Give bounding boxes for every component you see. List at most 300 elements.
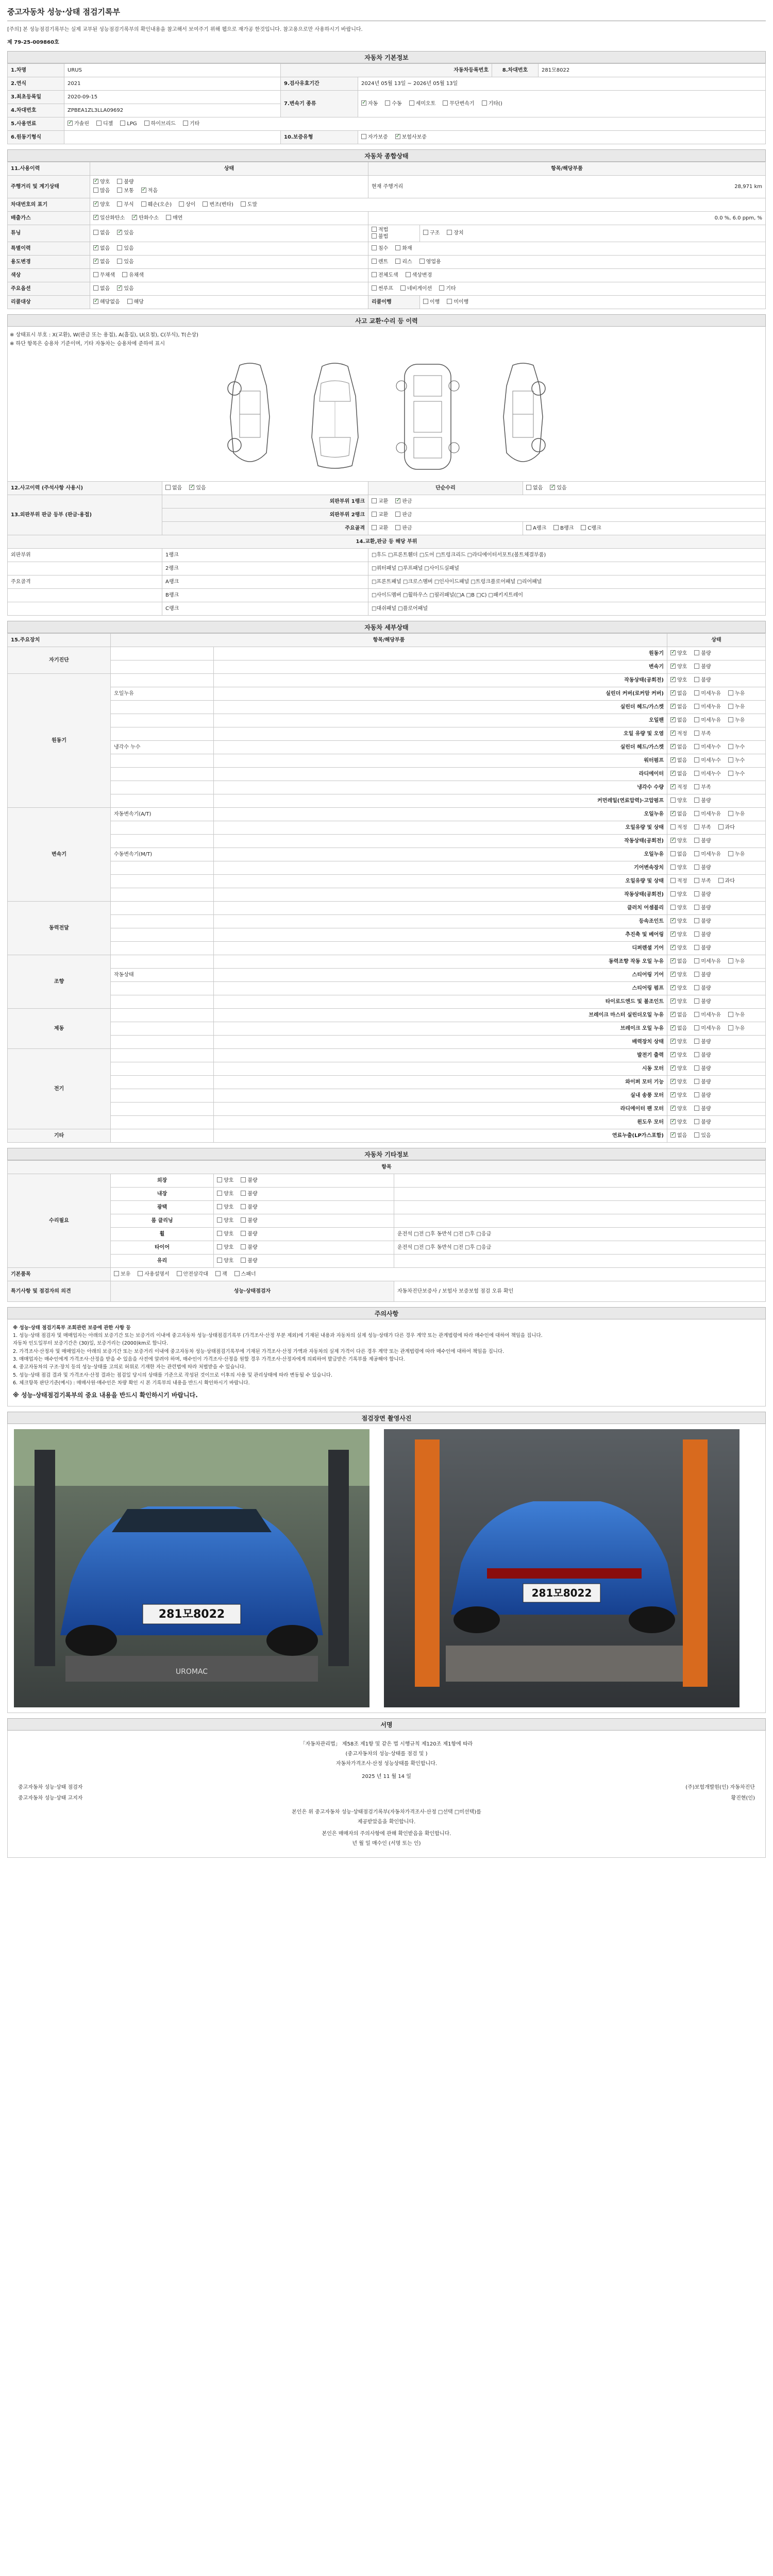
checked-box-icon [132,215,137,220]
detail-state [667,1102,766,1115]
checked-box-icon [670,704,676,709]
checkbox-label: 양호 [224,1244,234,1250]
value-year: 2021 [64,77,281,90]
checkbox-option [217,1191,233,1197]
checkbox-label: 가솔린 [74,121,89,127]
checkbox-option [372,285,393,292]
confirm-3: 본인은 매매자의 주의사항에 관해 확인받음을 확인합니다. [322,1831,451,1837]
detail-state [667,981,766,995]
checkbox-option [694,690,721,697]
checkbox-option [93,285,110,292]
checked-box-icon [93,245,98,250]
other-row [8,1214,766,1227]
checkbox-label: 구조 [430,230,440,236]
checked-box-icon [670,1052,676,1057]
detail-sub [111,981,214,995]
checked-box-icon [670,717,676,722]
detail-row [8,647,766,660]
checkbox-label: 없음 [677,690,687,697]
other-extra [394,1187,766,1200]
detail-sub [111,1115,214,1129]
empty-box-icon [117,245,122,250]
detail-state [667,1008,766,1022]
checkbox-option [670,865,687,871]
detail-sub: 수동변속기(M/T) [111,848,214,861]
empty-box-icon [728,704,733,709]
checkbox-label: 누수 [734,757,745,764]
empty-box-icon [93,285,98,291]
detail-sub [111,834,214,848]
checked-box-icon [189,485,194,490]
checkbox-label: 불량 [701,865,711,871]
detail-state [667,941,766,955]
checkbox-option [728,1025,745,1032]
empty-box-icon [117,179,122,184]
checked-box-icon [670,1092,676,1097]
notes-line: 자동차 인도일부터 보증기간은 (30)일, 보증거리는 (2000)km로 합니다. [13,1341,169,1347]
checkbox-label: 양호 [677,1119,687,1125]
detail-item: 워터펌프 [214,754,667,767]
checkbox-label: 양호 [677,1106,687,1112]
detail-row [8,660,766,673]
section-other-title: 자동차 기타정보 [7,1148,766,1160]
checkbox-label: 부족 [701,731,711,737]
detail-row [8,687,766,700]
detail-state [667,714,766,727]
detail-row [8,848,766,861]
checkbox-label: 없음 [677,757,687,764]
empty-box-icon [670,878,676,883]
checked-box-icon [117,285,122,291]
notes-line: 2. 가격조사·산정자 및 매매업자는 아래의 보증기간 또는 보증거리 이내에 중고자동차 성능·상태점검기록부에 기재된 가격조사·산정 가액과 자동차의 실제 가격이 다른 경우 계약 또는 관계법령에 따라 매수인에 대하여 책임을 집니다. [13,1348,505,1354]
checkbox-option [670,931,687,938]
checked-box-icon [670,972,676,977]
checkbox-label: 영업용 [426,259,441,265]
checkbox-option [694,905,711,911]
checkbox-label: 스패너 [241,1271,256,1277]
empty-box-icon [694,865,699,870]
checkbox-label: 양호 [677,1065,687,1072]
checkbox-option [694,664,711,670]
checkbox-option [122,272,144,279]
checkbox-label: 있음 [124,245,134,251]
detail-row [8,821,766,834]
empty-box-icon [718,824,724,829]
checkbox-label: 불법 [378,233,389,240]
checkbox-option [443,100,474,107]
other-item: 광택 [111,1200,214,1214]
trans-options [358,90,766,117]
checkbox-option [395,245,412,252]
checker-label: 중고자동차 성능·상태 점검자 [18,1784,83,1790]
checkbox-label: 없음 [677,717,687,723]
label-car-name: 1.차명 [8,63,64,77]
empty-box-icon [409,100,414,106]
detail-sub [111,1048,214,1062]
detail-sub [111,754,214,767]
other-group-name: 수리필요 [8,1174,111,1267]
checkbox-option [694,731,711,737]
detail-group-name: 변속기 [8,807,111,901]
detail-sub [111,1035,214,1048]
checkbox-label: 없음 [677,1025,687,1031]
checkbox-option [670,878,687,885]
detail-item: 디퍼렌셜 기어 [214,941,667,955]
empty-box-icon [127,299,132,304]
checked-box-icon [670,998,676,1004]
detail-item: 등속조인트 [214,914,667,928]
checkbox-option [117,259,133,265]
empty-box-icon [93,188,98,193]
checkbox-label: 없음 [677,1012,687,1018]
detail-sub [111,955,214,968]
checkbox-option [694,771,721,777]
checkbox-option [670,824,687,831]
empty-box-icon [241,1204,246,1209]
detail-row [8,928,766,941]
empty-box-icon [553,525,559,530]
detail-row [8,1129,766,1142]
checkbox-option [694,1119,711,1126]
checkbox-label: 해당 [133,299,144,305]
checked-box-icon [670,771,676,776]
empty-box-icon [694,757,699,762]
other-state [214,1174,394,1187]
sign-date: 2025 년 11 월 14 일 [362,1773,411,1780]
detail-item: 실내 송풍 모터 [214,1089,667,1102]
empty-box-icon [694,717,699,722]
overall-label-emission: 배출가스 [8,211,90,225]
detail-state [667,1115,766,1129]
empty-box-icon [694,677,699,682]
checkbox-option [718,824,735,831]
detail-sub [111,700,214,714]
empty-box-icon [694,918,699,923]
checkbox-option [550,485,566,492]
checkbox-label: 침수 [378,245,389,251]
empty-box-icon [728,851,733,856]
label-opinion: 특기사항 및 점검자의 의견 [8,1281,111,1301]
checked-box-icon [670,945,676,950]
checkbox-option [217,1177,233,1184]
checkbox-option [117,201,133,208]
checkbox-label: 양호 [677,838,687,844]
checkbox-option [217,1231,233,1238]
checkbox-label: 누유 [734,1012,745,1018]
checkbox-label: 매연 [172,215,183,221]
empty-box-icon [694,878,699,883]
checkbox-label: 양호 [677,905,687,911]
detail-item: 라디에이터 팬 모터 [214,1102,667,1115]
checkbox-label: 불량 [701,1079,711,1085]
checkbox-label: 양호 [677,865,687,871]
detail-sub [111,714,214,727]
checkbox-option [670,891,687,898]
detail-row [8,794,766,807]
label-vin: 4.차대번호 [8,104,64,117]
checkbox-label: 부족 [701,878,711,884]
checkbox-option [728,1012,745,1019]
checkbox-option [144,121,176,127]
other-item: 타이어 [111,1241,214,1254]
checkbox-option [728,704,745,710]
checkbox-label: 미세누유 [701,1012,721,1018]
detail-state [667,1035,766,1048]
checkbox-option [694,865,711,871]
checkbox-label: 누유 [734,851,745,857]
checkbox-option [372,259,388,265]
detail-sub [111,1102,214,1115]
sign-line-1: 「자동차관리법」 제58조 제1항 및 같은 법 시행규칙 제120조 제1항에 따라 [300,1741,473,1747]
checkbox-option [694,704,721,710]
other-state [214,1187,394,1200]
empty-box-icon [400,285,406,291]
detail-col1: 15.주요장치 [8,633,111,647]
empty-box-icon [96,121,102,126]
empty-box-icon [728,958,733,963]
checkbox-label: 있음 [124,230,134,236]
detail-item: 변속기 [214,660,667,673]
empty-box-icon [526,525,531,530]
checkbox-option [120,121,137,127]
checkbox-label: 불량 [247,1244,258,1250]
checkbox-option [694,798,711,804]
empty-box-icon [718,878,724,883]
empty-box-icon [694,1039,699,1044]
checkbox-option [670,905,687,911]
checkbox-label: 보통 [124,188,134,194]
detail-item: 실린더 커버(로커암 커버) [214,687,667,700]
detail-state [667,1075,766,1089]
checkbox-option [117,230,133,236]
detail-row [8,1102,766,1115]
other-extra [394,1200,766,1214]
checkbox-label: 누유 [734,1025,745,1031]
sign-line-3: 자동차가격조사·산정 성능상태를 확인합니다. [335,1760,438,1767]
empty-box-icon [694,1012,699,1017]
detail-state [667,767,766,781]
car-side-right-icon [492,360,554,473]
detail-item: 작동상태(공회전) [214,888,667,901]
checkbox-label: 없음 [677,811,687,817]
checkbox-label: 양호 [677,985,687,991]
detail-sub [111,1089,214,1102]
detail-group-name: 조향 [8,955,111,1008]
checkbox-option [694,878,711,885]
checkbox-label: 없음 [533,485,543,491]
detail-row [8,1075,766,1089]
notes-line: 6. 체크항목 판단기준(예시) : 매매사원·매수인은 차량 확인 시 본 기록부의 내용을 반드시 확인하시기 바랍니다. [13,1380,250,1386]
detail-row [8,700,766,714]
checkbox-label: 기타() [488,100,502,107]
checkbox-option [203,201,233,208]
detail-row [8,955,766,968]
checkbox-label: 양호 [224,1231,234,1237]
checkbox-label: 없음 [677,744,687,750]
empty-box-icon [419,259,425,264]
empty-box-icon [694,690,699,696]
checkbox-option [670,784,687,791]
checkbox-option [93,215,125,222]
checkbox-label: 불량 [701,650,711,656]
overall-label-recall: 리콜대상 [8,295,90,309]
checkbox-option [409,100,436,107]
label-reg: 자동차등록번호 [281,63,492,77]
other-extra [394,1174,766,1187]
detail-item: 작동상태(공회전) [214,834,667,848]
checkbox-option [241,1177,257,1184]
checkbox-label: 양호 [224,1204,234,1210]
estimator-name: 황진현(인) [731,1795,755,1801]
detail-row [8,874,766,888]
checked-box-icon [141,188,146,193]
checkbox-label: 일산화탄소 [100,215,125,221]
checkbox-option [553,525,574,532]
empty-box-icon [694,931,699,937]
empty-box-icon [361,134,366,139]
detail-state [667,754,766,767]
checkbox-option [670,998,687,1005]
other-item: 내장 [111,1187,214,1200]
checkbox-label: 있음 [557,485,567,491]
checkbox-label: 화재 [402,245,412,251]
empty-box-icon [395,525,400,530]
detail-state [667,1129,766,1142]
label-valid: 9.검사유효기간 [281,77,358,90]
checkbox-label: 불량 [701,918,711,924]
checkbox-label: 누유 [734,717,745,723]
checkbox-label: 양호 [224,1191,234,1197]
checkbox-label: 수동 [392,100,402,107]
detail-state [667,848,766,861]
overall-label-recall-done: 리콜이행 [368,295,420,309]
checkbox-option [406,272,432,279]
empty-box-icon [670,824,676,829]
notes-heading: ※ 성능·상태 점검기록부 조회관련 보증에 관한 사항 등 [13,1325,131,1331]
label-first-reg: 3.최초등록일 [8,90,64,104]
checkbox-label: 불량 [701,905,711,911]
checkbox-option [93,201,110,208]
detail-row [8,767,766,781]
checkbox-option [670,798,687,804]
detail-item: 기어변속장치 [214,861,667,874]
checkbox-option [670,744,687,751]
empty-box-icon [395,512,400,517]
checkbox-option [581,525,601,532]
checkbox-option [439,285,456,292]
sign-line-2: (중고자동차의 성능·상태를 점검 및 ) [345,1751,428,1757]
detail-row [8,727,766,740]
checkbox-label: 자가보증 [368,134,388,140]
checkbox-option [361,100,378,107]
empty-box-icon [241,1258,246,1263]
empty-box-icon [179,201,184,207]
checkbox-label: 양호 [677,972,687,978]
checkbox-option [372,498,388,505]
checkbox-label: 네비게이션 [407,285,432,292]
value-first-reg: 2020-09-15 [64,90,281,104]
label-rank2: 외판부위 2랭크 [162,508,368,521]
detail-sub [111,660,214,673]
checked-box-icon [117,230,122,235]
empty-box-icon [670,891,676,896]
empty-box-icon [241,1231,246,1236]
checkbox-label: 불량 [124,179,134,185]
checked-box-icon [670,838,676,843]
checkbox-option [189,485,206,492]
checked-box-icon [670,664,676,669]
other-item: 휠 [111,1227,214,1241]
label-repair: 단순수리 [368,481,523,495]
plate-rear: 281모8022 [531,1586,592,1599]
confirm-2: 제공받았음을 확인합니다. [357,1819,416,1825]
checked-box-icon [670,811,676,816]
detail-item: 와이퍼 모터 기능 [214,1075,667,1089]
overall-col-state: 상태 [90,162,368,175]
checkbox-label: 적정 [677,824,687,831]
checkbox-option [400,285,432,292]
detail-state [667,794,766,807]
checkbox-label: 리스 [402,259,412,265]
label-vin-short: 8.차대번호 [492,63,539,77]
empty-box-icon [141,201,146,207]
checkbox-label: 적정 [677,784,687,790]
label-motor: 6.원동기형식 [8,130,64,144]
checkbox-label: 유채색 [128,272,144,278]
detail-row [8,995,766,1008]
checkbox-option [670,985,687,992]
detail-state [667,781,766,794]
checkbox-label: B랭크 [560,525,574,531]
checkbox-option [694,1039,711,1045]
overall-emission-state [90,211,368,225]
checkbox-option [728,811,745,818]
empty-box-icon [694,1119,699,1124]
detail-item: 스티어링 펌프 [214,981,667,995]
checkbox-option [670,1092,687,1099]
checkbox-label: 불량 [701,985,711,991]
checkbox-label: 불량 [701,798,711,804]
checkbox-label: 불량 [701,972,711,978]
detail-sub [111,888,214,901]
checkbox-option [372,272,398,279]
checkbox-label: 불량 [701,1039,711,1045]
checked-box-icon [93,179,98,184]
checkbox-label: 과다 [725,824,735,831]
checkbox-label: 없음 [100,259,110,265]
checkbox-option [372,512,388,518]
detail-sub [111,1075,214,1089]
checkbox-option [670,1106,687,1112]
checkbox-label: 장치 [453,230,464,236]
empty-box-icon [395,245,400,250]
detail-state [667,700,766,714]
checked-box-icon [670,650,676,655]
label-trans: 7.변속기 종류 [281,90,358,117]
detail-item: 오일유량 및 상태 [214,821,667,834]
checkbox-option [694,945,711,952]
checkbox-option [670,1079,687,1086]
checkbox-option [241,1231,257,1238]
checkbox-option [93,188,110,194]
detail-state [667,1062,766,1075]
empty-box-icon [694,771,699,776]
checkbox-label: 부족 [701,824,711,831]
checkbox-label: 미세누유 [701,811,721,817]
checkbox-option [670,1039,687,1045]
empty-box-icon [177,1271,182,1276]
other-state [214,1254,394,1267]
